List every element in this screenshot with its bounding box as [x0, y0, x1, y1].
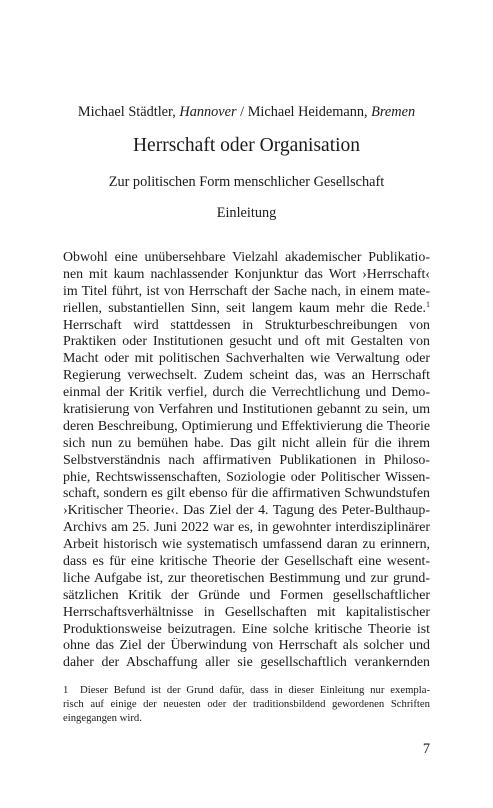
section-heading: Einleitung [216, 205, 277, 221]
author-separator: / [236, 104, 248, 120]
body-line: Herrschaft wird stattdessen in Strukturbeschreibungen von [63, 317, 430, 333]
body-line: einmal der Kritik verfiel, durch die Verrechtlichung und Demo- [63, 385, 430, 401]
body-line: daher der Abschaffung aller sie gesellschaftlich verankernden [63, 655, 430, 671]
author-1-name: Michael Städtler, [77, 104, 176, 120]
footnote-marker[interactable]: 1 [426, 300, 430, 309]
article-subtitle: Zur politischen Form menschlicher Gesellschaft [108, 174, 385, 190]
body-line: Macht oder mit politischen Sachverhalten wie Verwaltung oder [63, 351, 430, 367]
body-line: Herrschaftsverhältnisse in Gesellschaften mit kapitalistischer [63, 604, 430, 620]
footnote-text: Dieser Befund ist der Grund dafür, dass in dieser Einleitung nur exempla- [80, 684, 430, 696]
body-line: phie, Rechtswissenschaften, Soziologie oder Politischer Wissen- [63, 469, 430, 485]
page-number: 7 [422, 741, 430, 757]
body-line: Arbeit historisch wie systematisch umfassend daran zu erinnern, [63, 537, 430, 553]
author-2-name: Michael Heidemann, [247, 104, 368, 120]
body-line: Archivs am 25. Juni 2022 war es, in gewohnter interdisziplinärer [63, 520, 430, 536]
body-text [63, 250, 430, 672]
body-line-text: riellen, substantiellen Sinn, seit langem kaum mehr die Rede. [63, 300, 426, 316]
body-line: ohne das Ziel der Überwindung von Herrschaft als solcher und [63, 638, 430, 654]
body-line: Selbstverständnis nach affirmativen Publikationen in Philoso- [63, 452, 430, 468]
footnote-number: 1 [63, 684, 69, 696]
body-line: sätzlichen Kritik der Gründe und Formen gesellschaftlicher [63, 587, 430, 603]
author-line [0, 104, 493, 121]
body-line: liche Aufgabe ist, zur theoretischen Bestimmung und zur grund- [63, 570, 430, 586]
body-line: deren Beschreibung, Optimierung und Effektivierung die Theorie [63, 418, 430, 434]
body-line: Obwohl eine unübersehbare Vielzahl akademischer Publikatio- [63, 250, 430, 265]
body-line: Produktionsweise beizutragen. Eine solche kritische Theorie ist [63, 621, 430, 637]
body-line: Regierung verwechselt. Zudem scheint das, was an Herrschaft [63, 368, 430, 384]
body-line: Praktiken oder Institutionen gesucht und oft mit Gestalten von [63, 334, 430, 350]
body-line: ›Kritischer Theorie‹. Das Ziel der 4. Tagung des Peter-Bulthaup- [63, 503, 430, 519]
body-line: kratisierung von Verfahren und Institutionen gebannt zu sein, um [63, 402, 430, 418]
body-line: nen mit kaum nachlassender Konjunktur das Wort ›Herrschaft‹ [63, 266, 430, 282]
body-line: sich nun zu bemühen habe. Das gilt nicht allein für die ihrem [63, 435, 430, 451]
author-2-affiliation: Bremen [371, 104, 416, 120]
footnote-line: eingegangen wird. [63, 712, 142, 725]
author-1-affiliation: Hannover [179, 104, 237, 120]
body-line [63, 301, 430, 318]
footnote [63, 683, 430, 726]
footnote-line [63, 683, 430, 697]
body-line: schaft, sondern es gilt ebenso für die affirmativen Schwundstufen [63, 486, 430, 502]
article-title: Herrschaft oder Organisation [132, 135, 361, 156]
body-line: im Titel führt, ist von Herrschaft der Sache nach, in einem mate- [63, 283, 430, 299]
body-line: dass es für eine kritische Theorie der Gesellschaft eine wesent- [63, 554, 430, 570]
footnote-line: risch auf einige der neuesten oder der traditionsbildend gewordenen Schriften [63, 698, 430, 711]
